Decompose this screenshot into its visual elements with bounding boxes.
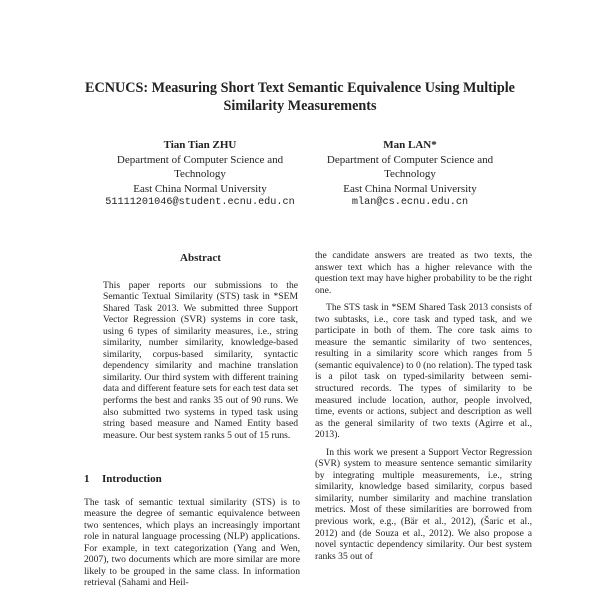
author-email: 51111201046@student.ecnu.edu.cn <box>105 197 295 208</box>
section-heading <box>84 474 300 486</box>
author-name: Man LAN* <box>383 139 437 151</box>
author-email: mlan@cs.ecnu.edu.cn <box>351 197 469 208</box>
abstract-section <box>103 253 298 447</box>
introduction-section <box>84 474 300 595</box>
section-title: Introduction <box>102 473 162 485</box>
abstract-heading: Abstract <box>180 252 221 264</box>
right-column <box>315 250 532 568</box>
author-name: Tian Tian ZHU <box>163 139 237 151</box>
body-paragraph: The STS task in *SEM Shared Task 2013 consists of two subtasks, i.e., core task and typed task, and we participate in both of them. The core task aims to measure the semantic similarity of two sentences, resulting in a similarity score which ranges from 5 (semantic equivalence) to 0 (no relation). The typed task is a pilot task on typed-similarity between semi-structured records. The types of similarity to be measured include location, author, people involved, time, events or actions, subject and description as well as the general similarity of two texts (Agirre et al., 2013). <box>315 302 532 441</box>
introduction-paragraph: The task of semantic textual similarity (STS) is to measure the degree of semantic equivalence between two sentences, which plays an increasingly important role in natural language processing (NLP) applications. For example, in text categorization (Yang and Wen, 2007), two documents which are more similar are more likely to be grouped in the same class. In information retrieval (Sahami and Heil- <box>84 496 300 589</box>
author-block <box>95 138 305 211</box>
body-paragraph: In this work we present a Support Vector Regression (SVR) system to measure sentence semantic similarity by integrating multiple measurements, i.e., string similarity, knowledge based similarity, corpus based similarity, number similarity and machine translation metrics. Most of these similarities are borrowed from previous work, e.g., (Bär et al., 2012), (Šaric et al., 2012) and (de Souza et al., 2012). We also propose a novel syntactic dependency similarity. Our best system ranks 35 out of <box>315 446 532 562</box>
author-affiliation: Department of Computer Science and Technology <box>326 153 494 180</box>
section-number: 1 <box>84 473 90 485</box>
author-affiliation: Department of Computer Science and Technology <box>116 153 284 180</box>
author-institution: East China Normal University <box>133 182 267 195</box>
abstract-text: This paper reports our submissions to the Semantic Textual Similarity (STS) task in *SEM Shared Task 2013. We submitted three Support Vector Regression (SVR) systems in core task, using 6 types of similarity measures, i.e., string similarity, number similarity, knowledge-based similarity, corpus-based similarity, syntactic dependency similarity and machine translation similarity. Our third system with different training data and different feature sets for each test data set performs the best and ranks 35 out of 90 runs. We also submitted two systems in typed task using string based measure and Named Entity based measure. Our best system ranks 5 out of 15 runs. <box>103 279 298 441</box>
paper-title: ECNUCS: Measuring Short Text Semantic Equivalence Using Multiple Similarity Measurements <box>85 80 515 114</box>
author-institution: East China Normal University <box>343 182 477 195</box>
author-block <box>305 138 515 211</box>
body-paragraph: the candidate answers are treated as two texts, the answer text which has a higher relevance with the question text may have higher probability to be the right one. <box>315 250 532 296</box>
